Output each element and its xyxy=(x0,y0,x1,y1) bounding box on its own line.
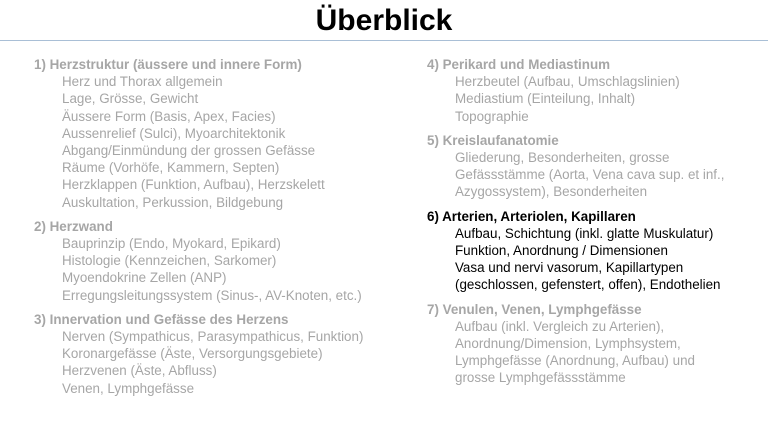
section-heading: 7) Venulen, Venen, Lymphgefässe xyxy=(427,301,642,317)
section-heading: 5) Kreislaufanatomie xyxy=(427,132,559,148)
list-item: Koronargefässe (Äste, Versorgungsgebiete) xyxy=(62,346,323,362)
list-item: Herzvenen (Äste, Abfluss) xyxy=(62,363,217,379)
list-item: Gliederung, Besonderheiten, grosse xyxy=(455,150,670,166)
list-item: Aussenrelief (Sulci), Myoarchitektonik xyxy=(62,125,286,141)
section-heading: 3) Innervation und Gefässe des Herzens xyxy=(34,311,289,327)
list-item: Vasa und nervi vasorum, Kapillartypen xyxy=(455,260,684,276)
list-item: Topographie xyxy=(455,108,529,124)
list-item: Mediastium (Einteilung, Inhalt) xyxy=(455,91,636,107)
list-item: Myoendokrine Zellen (ANP) xyxy=(62,270,227,286)
section-heading: 1) Herzstruktur (äussere und innere Form) xyxy=(34,57,302,72)
list-item: Erregungsleitungssystem (Sinus-, AV-Knoten, etc.) xyxy=(62,287,362,303)
list-item: Funktion, Anordnung / Dimensionen xyxy=(455,243,668,259)
list-item: Herz und Thorax allgemein xyxy=(62,74,223,90)
section-herzstruktur xyxy=(34,56,404,211)
list-item: Azygossystem), Besonderheiten xyxy=(455,184,648,200)
section-heading: 4) Perikard und Mediastinum xyxy=(427,57,611,72)
list-item: Herzklappen (Funktion, Aufbau), Herzskelett xyxy=(62,177,325,193)
page-title: Überblick xyxy=(315,4,453,37)
right-column xyxy=(427,56,762,394)
list-item: Gefässstämme (Aorta, Vena cava sup. et inf., xyxy=(455,167,725,183)
list-item: Lymphgefässe (Anordnung, Aufbau) und xyxy=(455,353,695,369)
list-item: Abgang/Einmündung der grossen Gefässe xyxy=(62,143,316,159)
list-item: Anordnung/Dimension, Lymphsystem, xyxy=(455,336,681,352)
section-venulen xyxy=(427,301,762,387)
list-item: Auskultation, Perkussion, Bildgebung xyxy=(62,194,284,210)
section-perikard xyxy=(427,56,762,125)
section-heading: 6) Arterien, Arteriolen, Kapillaren xyxy=(427,208,636,224)
section-heading: 2) Herzwand xyxy=(34,218,113,234)
list-item: Venen, Lymphgefässe xyxy=(62,380,195,396)
list-item: Aufbau, Schichtung (inkl. glatte Muskulatur) xyxy=(455,225,714,241)
section-herzwand xyxy=(34,218,404,304)
section-kreislaufanatomie xyxy=(427,132,762,201)
list-item: Nerven (Sympathicus, Parasympathicus, Funktion) xyxy=(62,329,364,345)
left-column xyxy=(34,56,404,404)
list-item: Histologie (Kennzeichen, Sarkomer) xyxy=(62,253,277,269)
list-item: grosse Lymphgefässstämme xyxy=(455,370,626,386)
title-divider xyxy=(0,40,768,41)
list-item: Herzbeutel (Aufbau, Umschlagslinien) xyxy=(455,74,680,90)
list-item: Aufbau (inkl. Vergleich zu Arterien), xyxy=(455,318,665,334)
section-innervation xyxy=(34,311,404,397)
list-item: Lage, Grösse, Gewicht xyxy=(62,91,199,107)
list-item: Bauprinzip (Endo, Myokard, Epikard) xyxy=(62,236,281,252)
list-item: Räume (Vorhöfe, Kammern, Septen) xyxy=(62,160,280,176)
list-item: (geschlossen, gefenstert, offen), Endothelien xyxy=(455,277,721,293)
section-arterien-active xyxy=(427,208,762,294)
list-item: Äussere Form (Basis, Apex, Facies) xyxy=(62,108,276,124)
